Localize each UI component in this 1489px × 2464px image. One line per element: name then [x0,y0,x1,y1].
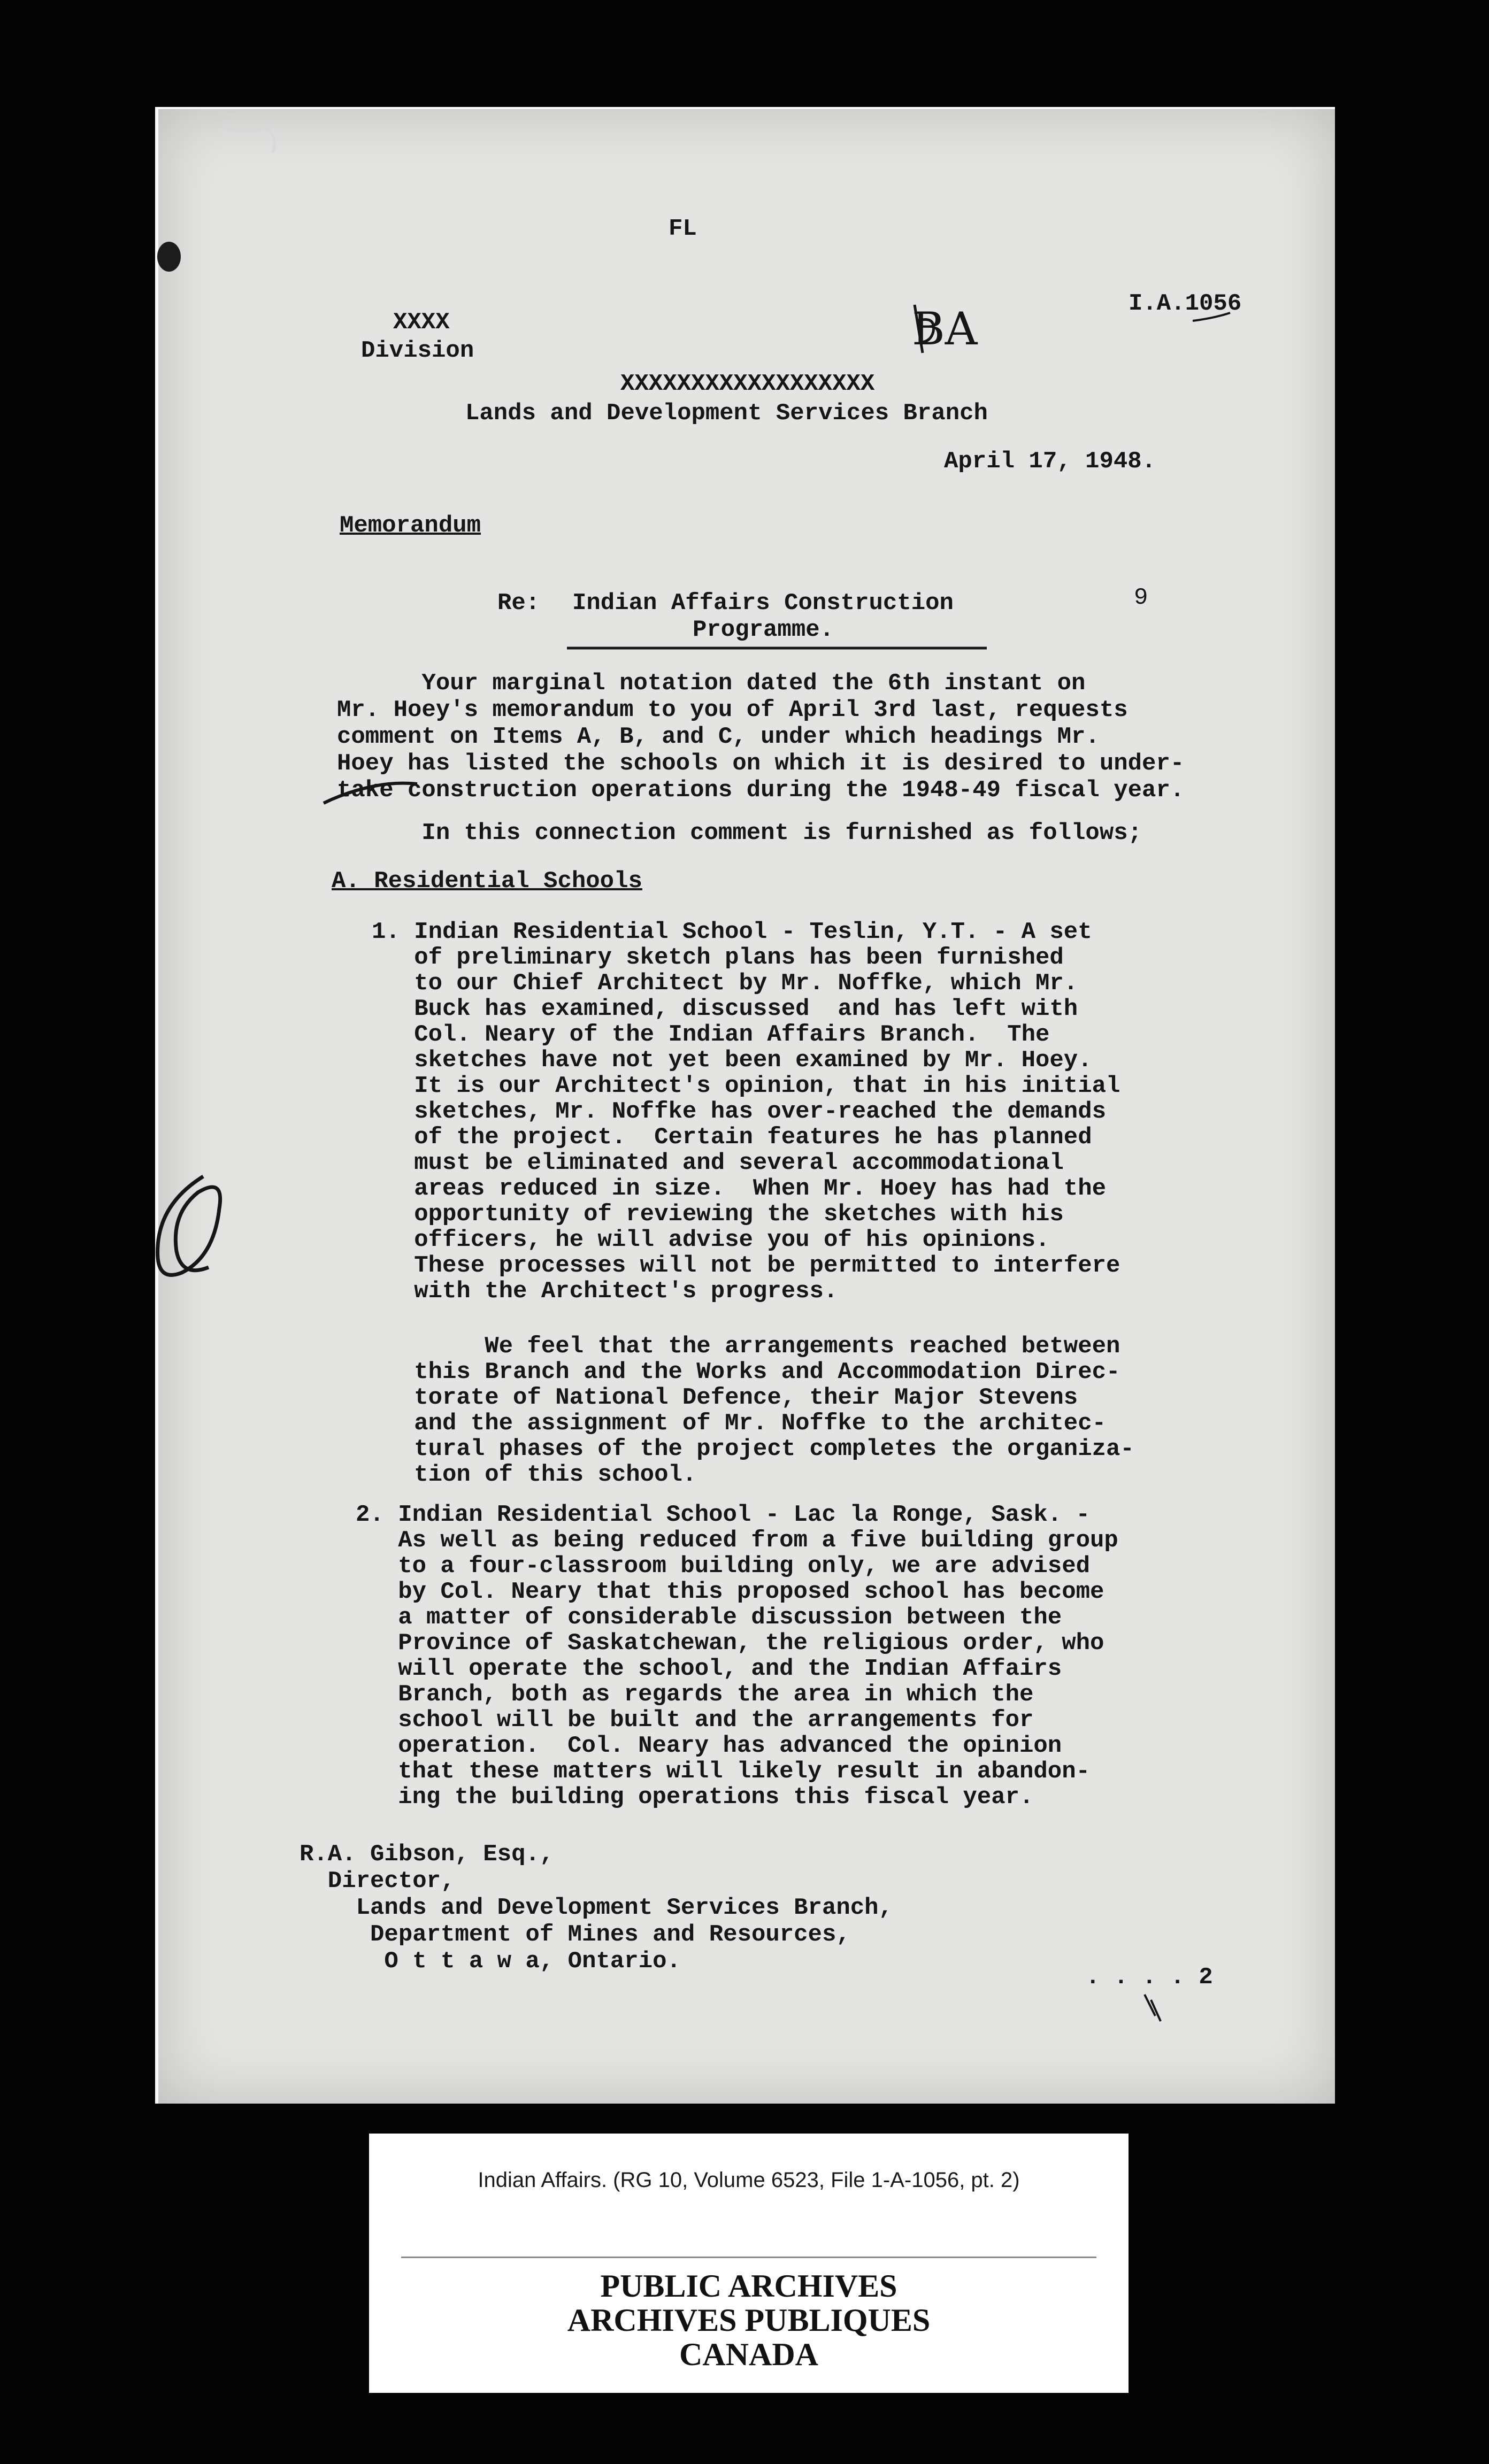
text-line: school will be built and the arrangements for [356,1707,1034,1734]
text-line: that these matters will likely result in abandon- [356,1758,1091,1785]
text-line: sketches have not yet been examined by Mr. Hoey. [372,1047,1092,1074]
text-line: officers, he will advise you of his opinions. [372,1227,1050,1253]
subject-line-2: Programme. [693,617,834,643]
margin-mark: 9 [1134,584,1148,611]
text-line: areas reduced in size. When Mr. Hoey has had the [372,1175,1107,1202]
text-line: It is our Architect's opinion, that in his initial [372,1073,1120,1099]
text-line: with the Architect's progress. [372,1278,838,1305]
text-line: tion of this school. [372,1461,697,1488]
text-line: R.A. Gibson, Esq., [300,1841,554,1868]
text-line: Province of Saskatchewan, the religious order, who [356,1630,1104,1657]
text-line: Your marginal notation dated the 6th instant on [337,670,1086,697]
archive-reference: Indian Affairs. (RG 10, Volume 6523, File 1-A-1056, pt. 2) [478,2168,1020,2192]
archive-label [369,2134,1129,2393]
text-line: Department of Mines and Resources, [300,1921,850,1948]
text-line: 2. Indian Residential School - Lac la Ronge, Sask. - [356,1502,1091,1528]
fl-marking: FL [669,215,697,242]
pencil-tick [1145,1995,1161,2021]
struck-line: XXXXXXXXXXXXXXXXXX [620,371,875,397]
subject-line-1: Indian Affairs Construction [572,590,954,617]
struck-division: XXXX [393,309,450,336]
file-number-tick [1193,313,1230,321]
text-line: Hoey has listed the schools on which it is desired to under- [337,750,1185,777]
memo-date: April 17, 1948. [944,448,1156,475]
text-line: Branch, both as regards the area in which the [356,1681,1034,1708]
section-a-heading: A. Residential Schools [332,868,642,895]
text-line: to our Chief Architect by Mr. Noffke, which Mr. [372,970,1078,997]
text-line: by Col. Neary that this proposed school has become [356,1578,1104,1605]
text-line: Mr. Hoey's memorandum to you of April 3rd last, requests [337,697,1128,723]
text-line: Director, [300,1868,455,1895]
text-line: Col. Neary of the Indian Affairs Branch. The [372,1021,1050,1048]
file-number: I.A.1056 [1129,290,1242,317]
text-line: will operate the school, and the Indian Affairs [356,1656,1062,1682]
archive-stamp [401,2257,1096,2381]
text-line: These processes will not be permitted to interfere [372,1252,1120,1279]
text-line: tural phases of the project completes the organiza- [372,1436,1134,1462]
text-line: ing the building operations this fiscal year. [356,1784,1034,1811]
division-label: Division [361,337,474,364]
text-line: As well as being reduced from a five building group [356,1527,1118,1554]
subject-prefix: Re: [497,590,540,617]
text-line: 1. Indian Residential School - Teslin, Y.T. - A set [372,919,1092,945]
text-line: this Branch and the Works and Accommodation Direc- [372,1359,1120,1385]
handwritten-mark [158,1176,220,1275]
memorandum-heading: Memorandum [340,512,481,539]
text-line: sketches, Mr. Noffke has over-reached the demands [372,1098,1107,1125]
text-line: to a four-classroom building only, we are advised [356,1553,1091,1580]
text-line: a matter of considerable discussion between the [356,1604,1062,1631]
margin-squiggle [324,783,417,803]
handwritten-initials: BA [912,303,978,355]
page-continues: . . . . 2 [1086,1964,1213,1991]
text-line: We feel that the arrangements reached between [372,1333,1120,1360]
text-line: torate of National Defence, their Major Stevens [372,1384,1078,1411]
stamp-line: PUBLIC ARCHIVES [600,2268,897,2304]
connection-line: In this connection comment is furnished as follows; [337,820,1142,846]
text-line: O t t a w a, Ontario. [300,1948,681,1975]
stamp-line: ARCHIVES PUBLIQUES [567,2303,931,2338]
text-line: of the project. Certain features he has planned [372,1124,1092,1151]
text-line: comment on Items A, B, and C, under which headings Mr. [337,723,1100,750]
corner-pencil-note [225,128,274,152]
text-line: of preliminary sketch plans has been furnished [372,944,1064,971]
text-line: must be eliminated and several accommodational [372,1150,1064,1176]
initials-flourish [915,305,934,353]
text-line: and the assignment of Mr. Noffke to the architec- [372,1410,1107,1437]
text-line: take construction operations during the 1948-49 fiscal year. [337,777,1185,804]
stamp-line: CANADA [679,2337,818,2372]
text-line: opportunity of reviewing the sketches with his [372,1201,1064,1228]
text-line: Buck has examined, discussed and has left with [372,996,1078,1022]
branch-name: Lands and Development Services Branch [465,400,988,427]
text-line: operation. Col. Neary has advanced the opinion [356,1732,1062,1759]
text-line: Lands and Development Services Branch, [300,1895,893,1921]
